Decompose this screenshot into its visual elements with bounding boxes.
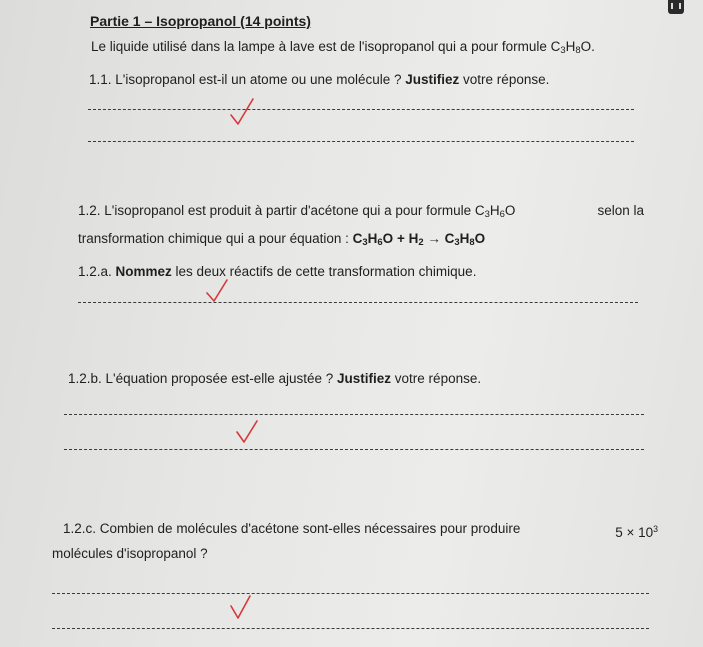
- question-1-2-line1: 1.2. L'isopropanol est produit à partir d'acétone qui a pour formule $C_3H_6O$ selon la: [78, 203, 644, 220]
- answer-line-1-2a[interactable]: [78, 302, 638, 303]
- acetone-formula: $C_3H_6O$: [474, 203, 516, 220]
- answer-line-1-2c-a[interactable]: [52, 593, 649, 594]
- reaction-equation: $C_3H_6O + H_2 \to C_3H_8O$: [352, 231, 486, 248]
- check-mark-icon: [229, 97, 255, 127]
- intro-text: Le liquide utilisé dans la lampe à lave est de l'isopropanol qui a pour formule $C_3H_8O$.: [91, 39, 595, 56]
- top-right-tab: [668, 0, 684, 14]
- question-1-2-c-line2: molécules d'isopropanol ?: [52, 546, 208, 561]
- answer-line-1-2b-a[interactable]: [64, 414, 644, 415]
- section-title: Partie 1 – Isopropanol (14 points): [90, 13, 311, 29]
- question-1-2-a: 1.2.a. Nommez les deux réactifs de cette transformation chimique.: [78, 264, 477, 279]
- answer-line-1-1b[interactable]: [88, 141, 634, 142]
- question-1-2-b: 1.2.b. L'équation proposée est-elle ajustée ? Justifiez votre réponse.: [68, 371, 482, 386]
- answer-line-1-2b-b[interactable]: [64, 449, 644, 450]
- check-mark-icon: [228, 594, 254, 624]
- question-1-1: 1.1. L'isopropanol est-il un atome ou une molécule ? Justifiez votre réponse.: [89, 72, 550, 87]
- question-1-2-line2: transformation chimique qui a pour équation : $C_3H_6O + H_2 \to C_3H_8O$: [78, 231, 486, 248]
- quantity-value: $5 \times 10^3$: [615, 524, 658, 540]
- answer-line-1-2c-b[interactable]: [52, 628, 649, 629]
- answer-line-1-1a[interactable]: [88, 109, 634, 110]
- check-mark-icon: [204, 279, 230, 309]
- check-mark-icon: [234, 420, 260, 450]
- isopropanol-formula: $C_3H_8O$.: [550, 39, 595, 56]
- question-1-2-c-line1: 1.2.c. Combien de molécules d'acétone sont-elles nécessaires pour produire $5 \times 10^3$: [63, 521, 658, 540]
